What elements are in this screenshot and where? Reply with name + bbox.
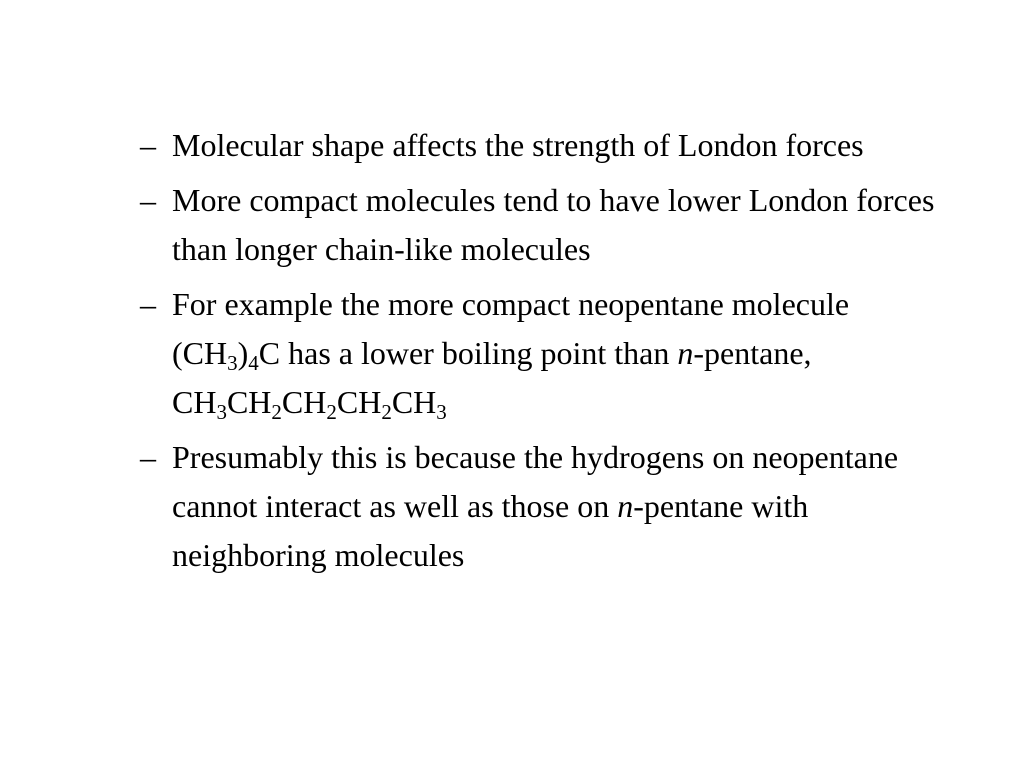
bullet-text-formula [172,433,940,580]
subscript: 4 [248,351,259,375]
subscript: 3 [227,351,238,375]
text-run: CH [336,384,382,420]
text-run: CH [281,384,327,420]
bullet-item [140,280,940,427]
text-run: CH [226,384,272,420]
bullet-item [140,121,940,170]
bullet-list [140,121,940,586]
bullet-dash: – [140,286,156,322]
bullet-dash: – [140,439,156,475]
bullet-text: More compact molecules tend to have lower London forces than longer chain-like molecules [172,182,935,267]
italic-n: n [677,335,694,371]
subscript: 2 [326,400,337,424]
text-run: -pentane with neighboring molecules [172,488,809,573]
bullet-item [140,433,940,580]
subscript: 2 [271,400,282,424]
text-run: CH [391,384,437,420]
bullet-dash: – [140,127,156,163]
bullet-dash: – [140,182,156,218]
text-run: Presumably this is because the hydrogens on neopentane cannot interact as well as those on [172,439,899,524]
subscript: 3 [216,400,227,424]
text-run: -pentane, CH [172,335,812,420]
subscript: 2 [381,400,392,424]
bullet-text: Molecular shape affects the strength of London forces [172,127,864,163]
bullet-text-formula [172,280,940,427]
italic-n: n [617,488,634,524]
bullet-item [140,176,940,274]
text-run: For example the more compact neopentane molecule (CH [172,286,850,371]
subscript: 3 [436,400,447,424]
text-run: C has a lower boiling point than [258,335,678,371]
text-run: ) [237,335,249,371]
